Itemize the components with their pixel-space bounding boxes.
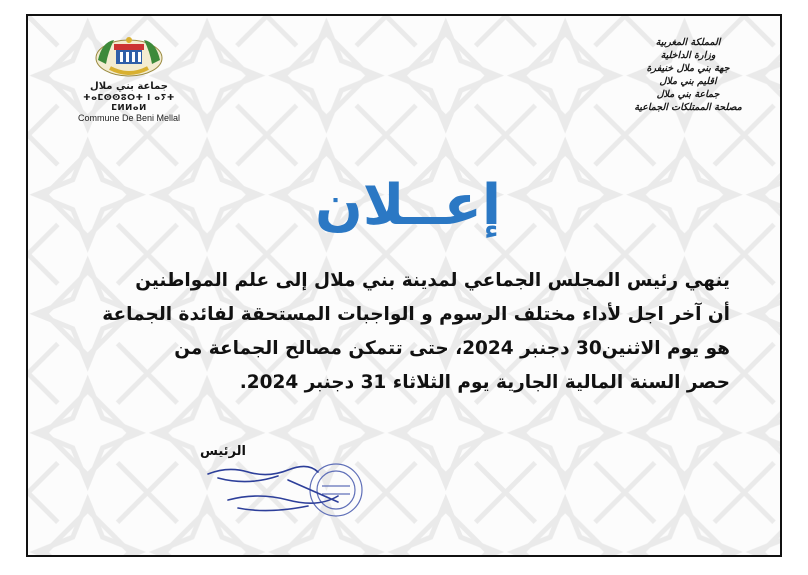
announcement-title: إعــلان [314, 173, 502, 238]
commune-logo-block [74, 34, 184, 124]
signature-and-stamp-icon [188, 456, 388, 526]
header-line-province: اقليم بني ملال [659, 76, 717, 87]
body-line: أن آخر اجل لأداء مختلف الرسوم و الواجبات المستحقة لفائدة الجماعة [102, 304, 730, 325]
announcement-body [104, 264, 730, 400]
administrative-header [618, 36, 758, 114]
commune-emblem-icon [92, 34, 166, 80]
header-line-ministry: وزارة الداخلية [660, 50, 716, 61]
document-frame [26, 14, 782, 557]
header-line-service: مصلحة الممتلكات الجماعية [634, 102, 742, 113]
body-line: ينهي رئيس المجلس الجماعي لمدينة بني ملال إلى علم المواطنين [135, 270, 730, 291]
header-line-commune: جماعة بني ملال [656, 89, 720, 100]
header-line-kingdom: المملكة المغربية [655, 37, 721, 48]
body-line: هو يوم الاثنين30 دجنبر 2024، حتى تتمكن مصالح الجماعة من [174, 338, 730, 359]
commune-name-french: Commune De Beni Mellal [77, 113, 181, 123]
commune-name-arabic: جماعة بني ملال [90, 81, 168, 92]
body-line: حصر السنة المالية الجارية يوم الثلاثاء 31 دجنبر 2024. [239, 372, 730, 393]
signatory-title: الرئيس [200, 444, 246, 459]
commune-name-tifinagh: ⵜⴰⵎⵙⵙⵓⵔⵜ ⵏ ⴰⵢⵜ ⵎⵍⵍⴰⵍ [83, 93, 175, 113]
header-line-region: جهة بني ملال خنيفرة [646, 63, 730, 74]
